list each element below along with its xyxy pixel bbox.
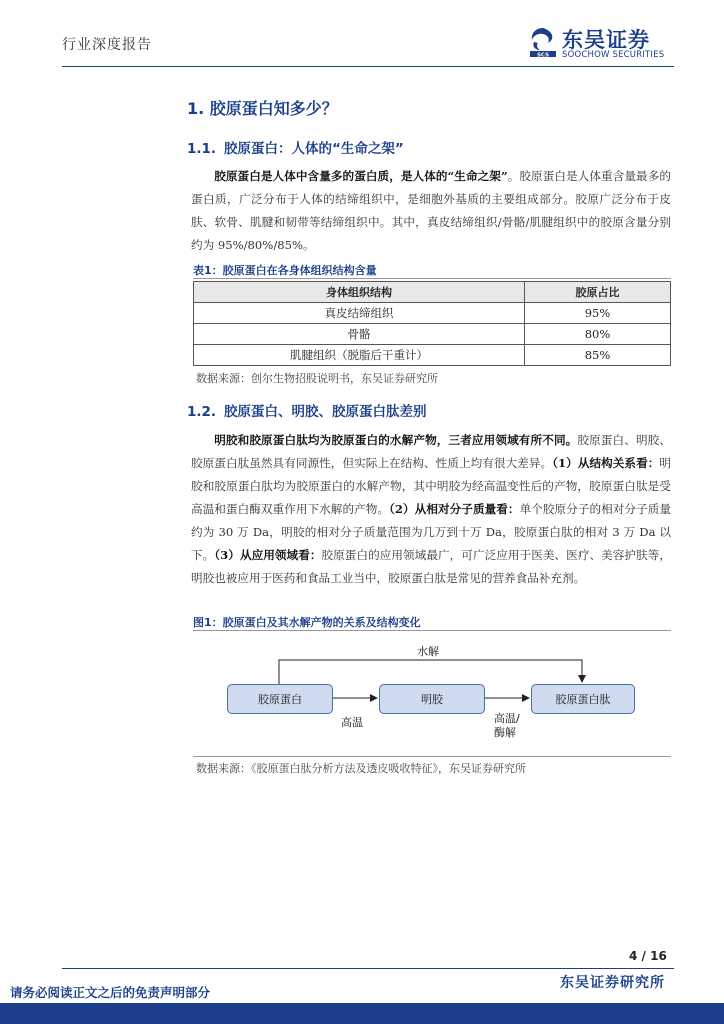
section-1-title: 1. 胶原蛋白知多少？	[187, 99, 338, 118]
section-1-2-title: 胶原蛋白、明胶、胶原蛋白肽差别	[224, 404, 427, 420]
s12-text-3: 单个胶原分子的相对分子质量约为 30 万 Da，明胶的相对分子质量范围为几万到十万 Da，胶原蛋白肽的相对 3 万 Da 以下。	[191, 502, 671, 562]
table-header-ratio: 胶原占比	[525, 282, 671, 303]
arrow-hydrolysis	[279, 660, 582, 684]
footer-organization: 东吴证券研究所	[560, 975, 665, 991]
figure-1-bottom-rule	[193, 756, 671, 757]
section-1-1-heading	[187, 137, 404, 157]
table-cell-ratio: 85%	[525, 345, 671, 366]
section-1-2-number: 1.2.	[187, 404, 217, 420]
box-collagen-peptide: 胶原蛋白肽	[531, 684, 635, 714]
footer-bar	[0, 1003, 724, 1024]
table-row	[194, 324, 671, 345]
logo-mark-icon	[528, 26, 558, 58]
section-1-1-title: 胶原蛋白：人体的“生命之架”	[224, 141, 404, 157]
label-high-temp: 高温	[341, 716, 363, 729]
figure-1-caption: 图1：胶原蛋白及其水解产物的关系及结构变化	[193, 616, 421, 629]
table-1-caption: 表1：胶原蛋白在各身体组织结构含量	[193, 264, 377, 277]
section-1-1-body: 。胶原蛋白是人体重含量最多的蛋白质，广泛分布于人体的结缔组织中，是细胞外基质的主要组成部分。胶原广泛分布于皮肤、软骨、肌腱和韧带等结缔组织中。其中，真皮结缔组织/骨骼/肌腱组织中的胶原含量分别约为 95%/80%/85%。	[191, 169, 671, 252]
section-1-1-paragraph	[191, 165, 671, 257]
table-header-tissue: 身体组织结构	[194, 282, 525, 303]
table-header-row	[194, 282, 671, 303]
label-enzyme: 酶解	[494, 726, 516, 739]
s12-structure-lead: （1）从结构关系看：	[552, 456, 660, 470]
table-row	[194, 303, 671, 324]
logo-mark-text: SCS	[536, 52, 550, 58]
label-high-temp-2: 高温/	[494, 712, 520, 725]
section-1-2-paragraph	[191, 429, 671, 590]
collagen-content-table	[193, 281, 671, 366]
table-row	[194, 345, 671, 366]
table-cell-tissue: 肌腱组织（脱脂后干重计）	[194, 345, 525, 366]
table-1-source: 数据来源：创尔生物招股说明书，东吴证券研究所	[196, 372, 438, 385]
section-1-1-lead: 胶原蛋白是人体中含量多的蛋白质，是人体的“生命之架”	[214, 169, 508, 183]
s12-application-lead: （3）从应用领域看：	[214, 548, 322, 562]
hydrolysis-diagram	[193, 636, 671, 756]
s12-weight-lead: （2）从相对分子质量看：	[389, 502, 520, 516]
section-1-2-heading	[187, 400, 427, 420]
box-collagen: 胶原蛋白	[227, 684, 333, 714]
header-rule	[62, 66, 674, 67]
figure-1-caption-rule	[193, 630, 671, 631]
figure-1-source: 数据来源：《胶原蛋白肽分析方法及透皮吸收特征》，东吴证券研究所	[196, 762, 526, 775]
logo-cn-text: 东吴证券	[562, 28, 650, 52]
s12-text-4: 胶原蛋白的应用领域最广，可广泛应用于医美、医疗、美容护肤等，明胶也被应用于医药和食品工业当中，胶原蛋白肽是常见的营养食品补充剂。	[191, 548, 671, 585]
s12-text-2: 明胶和胶原蛋白肽均为胶原蛋白的水解产物，其中明胶为经高温变性后的产物，胶原蛋白肽是受高温和蛋白酶双重作用下水解的产物。	[191, 456, 671, 516]
box-gelatin: 明胶	[379, 684, 485, 714]
table-1-caption-rule	[193, 278, 671, 279]
company-logo	[528, 24, 676, 62]
label-hydrolysis: 水解	[417, 645, 439, 658]
table-cell-tissue: 真皮结缔组织	[194, 303, 525, 324]
footer-rule	[62, 968, 674, 969]
section-1-1-number: 1.1.	[187, 141, 217, 157]
footer-disclaimer: 请务必阅读正文之后的免责声明部分	[10, 985, 211, 1000]
s12-text-1: 胶原蛋白、明胶、胶原蛋白肽虽然具有同源性，但实际上在结构、性质上均有很大差异。	[191, 433, 671, 470]
table-cell-ratio: 95%	[525, 303, 671, 324]
logo-en-text: SOOCHOW SECURITIES	[562, 50, 665, 60]
table-cell-tissue: 骨骼	[194, 324, 525, 345]
s12-lead: 明胶和胶原蛋白肽均为胶原蛋白的水解产物，三者应用领域有所不同。	[214, 433, 578, 447]
table-cell-ratio: 80%	[525, 324, 671, 345]
report-category: 行业深度报告	[62, 37, 152, 53]
page-number: 4 / 16	[629, 949, 667, 963]
